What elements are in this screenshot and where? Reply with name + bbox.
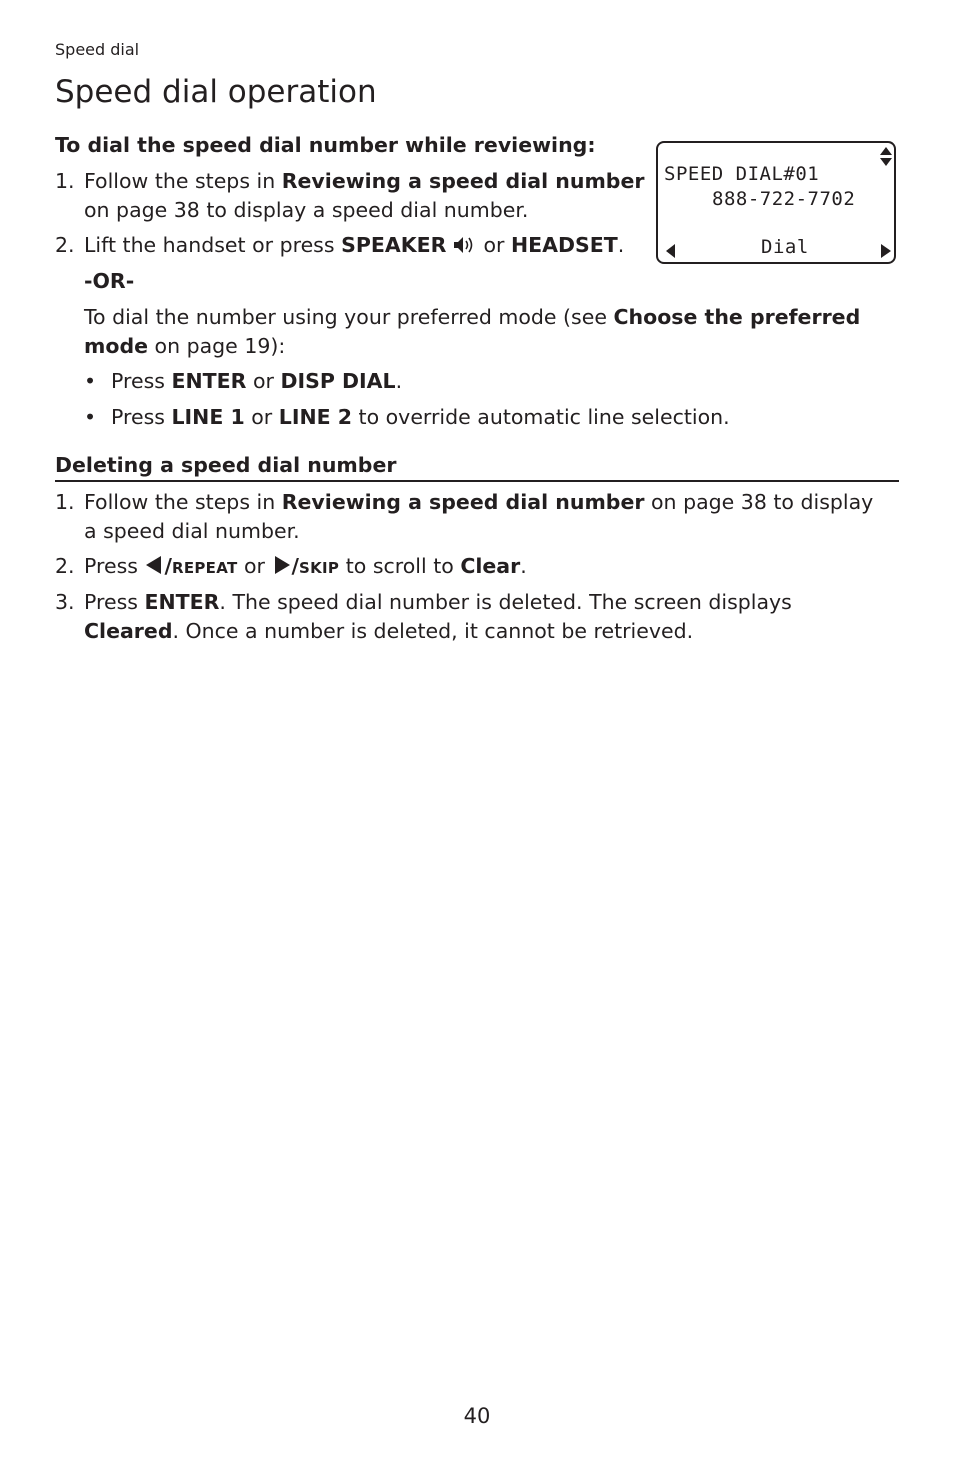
text: to scroll to [339, 554, 461, 578]
link-text-cont: mode [84, 334, 149, 358]
lcd-softkey-label: Dial [761, 236, 809, 258]
text: on page 38 to display [644, 490, 874, 514]
step-number: 1. [55, 169, 75, 193]
step-number: 2. [55, 233, 75, 257]
step-number: 2. [55, 554, 75, 578]
enter-key-label: ENTER [171, 369, 247, 393]
link-text: Choose the preferred [613, 305, 861, 329]
text: to override automatic line selection. [352, 405, 730, 429]
text: Press [84, 590, 145, 614]
text: . [520, 554, 527, 578]
text: . Once a number is deleted, it cannot be retrieved. [172, 619, 694, 643]
line1-key-label: LINE 1 [171, 405, 245, 429]
lcd-line-2: 888-722-7702 [712, 188, 856, 210]
text: on page 19): [148, 334, 286, 358]
page-title: Speed dial operation [55, 74, 377, 110]
speaker-icon [453, 236, 477, 254]
speaker-key-label: SPEAKER [341, 233, 447, 257]
page-number: 40 [463, 1404, 491, 1428]
up-down-scroll-icon [879, 147, 893, 167]
lcd-display [656, 141, 896, 264]
step-number: 3. [55, 590, 75, 614]
text: Press [84, 554, 145, 578]
left-arrow-key-icon [144, 555, 164, 575]
preferred-mode-text [84, 303, 899, 361]
bullet-icon: • [84, 405, 97, 429]
clear-option-label: Clear [460, 554, 521, 578]
text: . [395, 369, 403, 393]
cleared-label: Cleared [84, 619, 173, 643]
text: Follow the steps in [84, 490, 282, 514]
dial-step-1 [0, 167, 660, 225]
bullet-item-2 [84, 403, 730, 432]
step-text: . [617, 233, 625, 257]
delete-step-3 [0, 588, 899, 646]
bullet-icon: • [84, 369, 97, 393]
step-text: Follow the steps in [84, 169, 282, 193]
step-text-cont: on page 38 to display a speed dial number. [84, 198, 529, 222]
or-separator: -OR- [84, 269, 135, 293]
bullet-item-1 [84, 367, 402, 396]
repeat-key-label: REPEAT [171, 559, 238, 577]
text: To dial the number using your preferred mode (see [84, 305, 614, 329]
right-arrow-key-icon [272, 555, 292, 575]
headset-key-label: HEADSET [510, 233, 618, 257]
section-heading-delete: Deleting a speed dial number [55, 452, 899, 482]
left-arrow-icon [666, 244, 676, 258]
step-number: 1. [55, 490, 75, 514]
step-text: or [476, 233, 511, 257]
text: or [246, 369, 281, 393]
delete-step-2: 2. Press /REPEAT or /SKIP to scroll to Clear. [0, 552, 899, 583]
lcd-line-1: SPEED DIAL#01 [664, 163, 820, 185]
skip-key-label: SKIP [299, 559, 340, 577]
text: a speed dial number. [84, 519, 300, 543]
section-heading-dial: To dial the speed dial number while reviewing: [55, 133, 596, 157]
line2-key-label: LINE 2 [278, 405, 353, 429]
step-link-text: Reviewing a speed dial number [281, 169, 645, 193]
dial-step-2 [0, 231, 660, 260]
disp-dial-key-label: DISP DIAL [280, 369, 396, 393]
delete-step-1 [0, 488, 899, 546]
link-text: Reviewing a speed dial number [281, 490, 645, 514]
right-arrow-icon [881, 244, 891, 258]
text: . The speed dial number is deleted. The screen displays [219, 590, 792, 614]
text: Press [111, 405, 172, 429]
step-text: Lift the handset or press [84, 233, 342, 257]
running-head: Speed dial [55, 40, 140, 59]
enter-key-label: ENTER [144, 590, 220, 614]
text: or [237, 554, 272, 578]
text: Press [111, 369, 172, 393]
text: or [244, 405, 279, 429]
